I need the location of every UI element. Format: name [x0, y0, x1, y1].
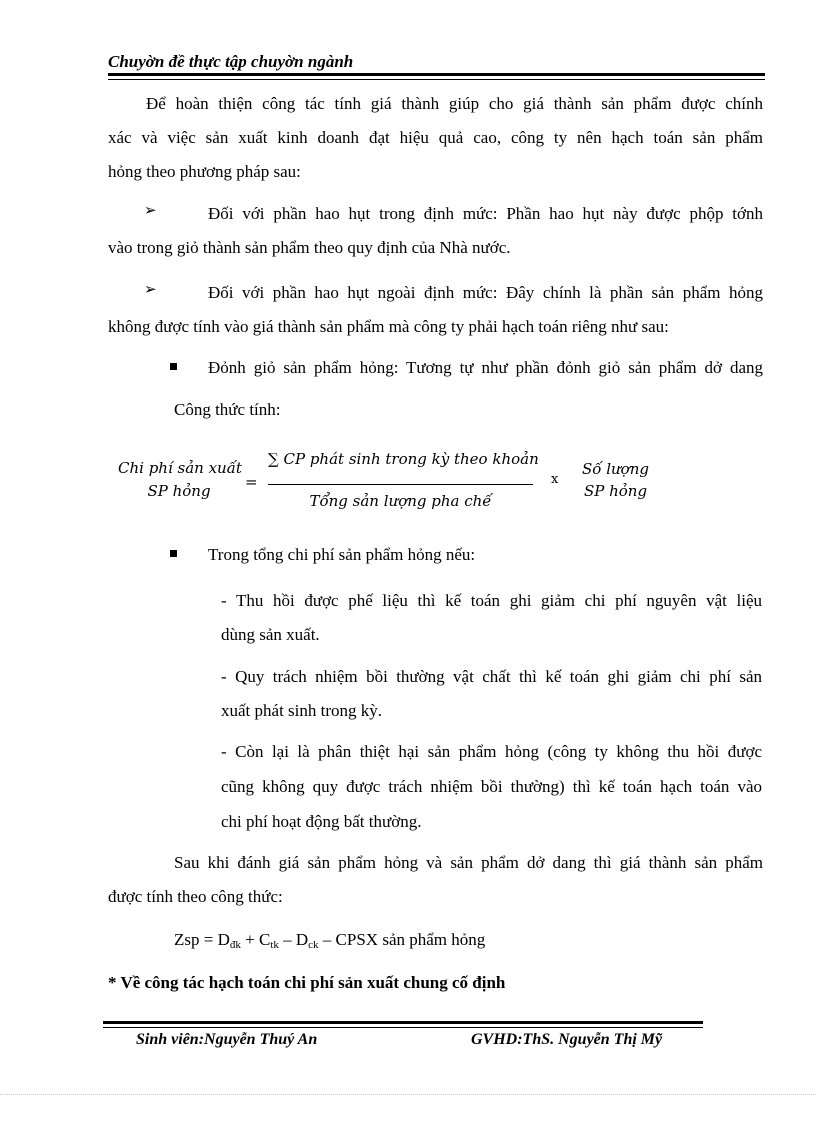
formula-rhs-line-1: Số lượng	[582, 460, 649, 478]
dash2-line-2: xuất phát sinh trong kỳ.	[221, 701, 383, 720]
intro-line-2: xác và việc sản xuất kinh doanh đạt hiệu quả cao, công ty nên hạch toán sản phẩm	[108, 128, 763, 147]
footer-rule-thin	[103, 1027, 703, 1028]
formula-times: x	[551, 472, 559, 487]
arrow-bullet-icon: ➢	[144, 201, 157, 219]
zsp-formula: Zsp = $D_{đk} + C_{tk} - D_{ck}$ – CPSX sản phẩm hỏng	[174, 930, 486, 951]
fraction-bar	[268, 484, 533, 485]
sub-bullet-defective-eval: Đỏnh giỏ sản phẩm hỏng: Tương tự như phần đỏnh giỏ sản phẩm dở dang	[208, 358, 763, 377]
page-header-title: Chuyờn đề thực tập chuyờn ngành	[108, 52, 354, 71]
after-line-2: được tính theo công thức:	[108, 887, 283, 906]
section-heading: * Về công tác hạch toán chi phí sản xuất chung cố định	[108, 973, 506, 992]
header-rule-thick	[108, 73, 765, 76]
dash1-line-1: - Thu hồi được phế liệu thì kế toán ghi giảm chi phí nguyên vật liệu	[221, 591, 762, 610]
after-line-1: Sau khi đánh giá sản phẩm hỏng và sản phẩm dở dang thì giá thành sản phẩm	[174, 853, 763, 872]
square-bullet-icon	[170, 550, 177, 557]
formula-label: Công thức tính:	[174, 400, 281, 419]
dash3-line-2: cũng không quy được trách nhiệm bồi thường) thì kế toán hạch toán vào	[221, 777, 762, 796]
page-bottom-dotted-divider	[0, 1094, 816, 1095]
sub-bullet-defective-cases: Trong tổng chi phí sản phẩm hỏng nếu:	[208, 545, 476, 564]
dash2-line-1: - Quy trách nhiệm bồi thường vật chất thì kế toán ghi giảm chi phí sản	[221, 667, 762, 686]
footer-advisor: GVHD:ThS. Nguyễn Thị Mỹ	[471, 1031, 663, 1048]
formula-equals: =	[245, 473, 258, 491]
bullet2-line-2: không được tính vào giá thành sản phẩm mà công ty phải hạch toán riêng như sau:	[108, 317, 669, 336]
dash3-line-1: - Còn lại là phân thiệt hại sản phẩm hỏng (công ty không thu hồi được	[221, 742, 762, 761]
footer-rule-thick	[103, 1021, 703, 1024]
bullet1-line-2: vào trong giỏ thành sản phẩm theo quy định của Nhà nước.	[108, 238, 511, 257]
square-bullet-icon	[170, 363, 177, 370]
bullet2-line-1: Đối với phần hao hụt ngoài định mức: Đây chính là phần sản phẩm hỏng	[208, 283, 763, 302]
formula-numerator: ∑ CP phát sinh trong kỳ theo khoản	[268, 450, 539, 468]
dash3-line-3: chi phí hoạt động bất thường.	[221, 812, 422, 831]
dash1-line-2: dùng sản xuất.	[221, 625, 320, 644]
formula-lhs-line-1: Chi phí sản xuất	[118, 459, 242, 477]
arrow-bullet-icon: ➢	[144, 280, 157, 298]
header-rule-thin	[108, 79, 765, 80]
formula-rhs-line-2: SP hỏng	[583, 482, 648, 500]
bullet1-line-1: Đối với phần hao hụt trong định mức: Phần hao hụt này được phộp tớnh	[208, 204, 763, 223]
formula-lhs-line-2: SP hỏng	[147, 482, 211, 500]
intro-line-3: hỏng theo phương pháp sau:	[108, 162, 301, 181]
formula-denominator: Tổng sản lượng pha chế	[309, 492, 492, 510]
intro-line-1: Để hoàn thiện công tác tính giá thành giúp cho giá thành sản phẩm được chính	[146, 94, 763, 113]
footer-student: Sinh viên:Nguyễn Thuý An	[136, 1031, 318, 1048]
